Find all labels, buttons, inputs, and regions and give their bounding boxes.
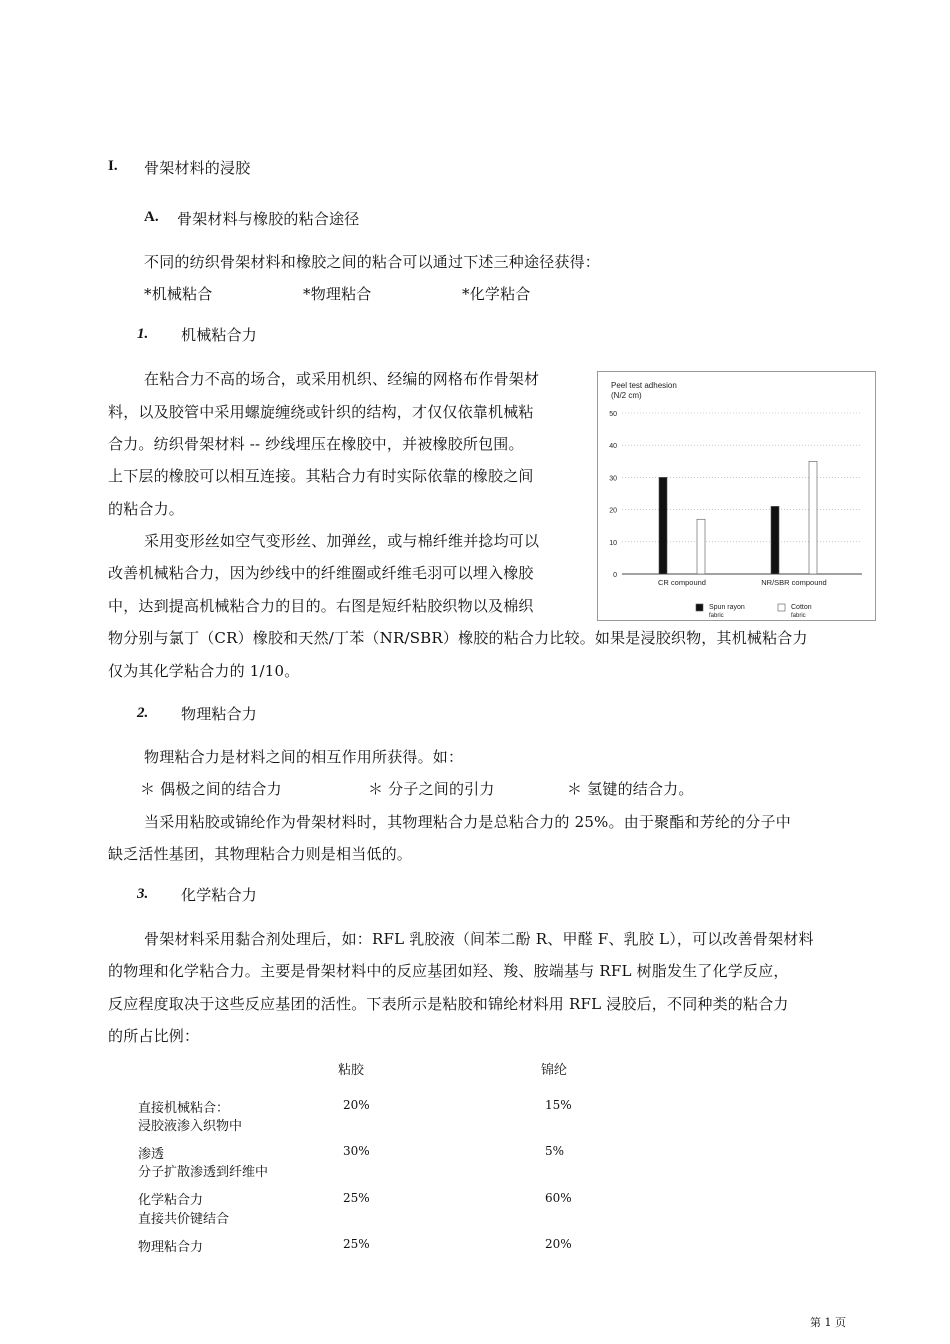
chart-legend-label: fabric: [791, 613, 806, 619]
heading-1-title: 骨架材料的浸胶: [144, 159, 251, 177]
phys-paragraph: 当采用粘胶或锦纶作为骨架材料时，其物理粘合力是总粘合力的 25%。由于聚酯和芳纶的分子中: [144, 813, 791, 831]
table-cell-nylon: 5%: [545, 1144, 565, 1158]
mech-line: 在粘合力不高的场合，或采用机织、经编的网格布作骨架材: [144, 370, 540, 388]
chart-bar: [809, 461, 817, 574]
mech-line: 采用变形丝如空气变形丝、加弹丝，或与棉纤维并捻均可以: [144, 532, 540, 550]
table-row-label: 渗透: [138, 1147, 165, 1162]
table-header-viscose: 粘胶: [338, 1063, 365, 1078]
heading-phys-title: 物理粘合力: [181, 705, 258, 723]
chart-legend-swatch: [778, 604, 785, 611]
table-row-sublabel: 分子扩散渗透到纤维中: [138, 1165, 269, 1180]
heading-1-number: I.: [108, 158, 118, 174]
chem-line: 反应程度取决于这些反应基团的活性。下表所示是粘胶和锦纶材料用 RFL 浸胶后，不同种类的粘合力: [108, 995, 789, 1013]
table-cell-viscose: 20%: [343, 1098, 370, 1112]
chart-y-tick-label: 10: [609, 539, 617, 547]
table-cell-viscose: 25%: [343, 1237, 370, 1251]
chart-categories: [658, 578, 827, 587]
chart-y-tick-label: 50: [609, 411, 617, 418]
chart-bar: [697, 519, 705, 574]
chart-y-tick-label: 20: [609, 507, 617, 515]
way-mechanical: *机械粘合: [144, 285, 213, 303]
chem-line: 的所占比例：: [108, 1027, 200, 1045]
table-row-label: 化学粘合力: [138, 1193, 204, 1208]
chart-category-label: NR/SBR compound: [761, 578, 827, 587]
mech-line: 仅为其化学粘合力的 1/10。: [108, 662, 300, 680]
chart-grid: [622, 413, 862, 574]
chart-y-ticks: [609, 411, 617, 579]
mech-line: 物分别与氯丁（CR）橡胶和天然/丁苯（NR/SBR）橡胶的粘合力比较。如果是浸胶织物，其机械粘合力: [108, 629, 808, 647]
heading-phys-number: 2.: [137, 705, 149, 721]
chart-legend-label: Cotton: [791, 604, 812, 611]
table-cell-nylon: 60%: [545, 1191, 572, 1205]
chart-legend-label: fabric: [709, 613, 724, 619]
phys-item-hydrogen: ＊ 氢键的结合力。: [567, 780, 694, 798]
mech-line: 上下层的橡胶可以相互连接。其粘合力有时实际依靠的橡胶之间: [108, 467, 534, 485]
chart-y-tick-label: 0: [613, 572, 617, 579]
mech-line: 的粘合力。: [108, 500, 185, 518]
mech-line: 料，以及胶管中采用螺旋缠绕或针织的结构，才仅仅依靠机械粘: [108, 403, 534, 421]
heading-a-title: 骨架材料与橡胶的粘合途径: [177, 210, 360, 228]
chart-y-tick-label: 30: [609, 475, 617, 483]
table-row-sublabel: 直接共价键结合: [138, 1212, 230, 1227]
phys-paragraph: 缺乏活性基团，其物理粘合力则是相当低的。: [108, 845, 413, 863]
mech-line: 合力。纺织骨架材料 -- 纱线埋压在橡胶中，并被橡胶所包围。: [108, 435, 524, 453]
heading-chem-title: 化学粘合力: [181, 886, 258, 904]
table-header-nylon: 锦纶: [541, 1063, 568, 1078]
intro-paragraph: 不同的纺织骨架材料和橡胶之间的粘合可以通过下述三种途径获得：: [144, 253, 601, 271]
heading-mech-title: 机械粘合力: [181, 326, 258, 344]
table-row-sublabel: 浸胶液渗入织物中: [138, 1119, 243, 1134]
way-physical: *物理粘合: [303, 285, 372, 303]
heading-a-number: A.: [144, 209, 159, 225]
page-number: 第 1 页: [810, 1316, 846, 1329]
phys-intro: 物理粘合力是材料之间的相互作用所获得。如：: [144, 748, 464, 766]
table-row-label: 直接机械粘合：: [138, 1101, 230, 1116]
chart-legend-label: Spun rayon: [709, 604, 745, 611]
table-cell-viscose: 30%: [343, 1144, 370, 1158]
chem-line: 骨架材料采用黏合剂处理后，如：RFL 乳胶液（间苯二酚 R、甲醛 F、乳胶 L），可以改善骨架材料: [144, 930, 814, 948]
chart-legend: [696, 604, 812, 619]
phys-item-dipole: ＊ 偶极之间的结合力: [140, 780, 282, 798]
chart-title: Peel test adhesion: [611, 381, 677, 390]
chart-legend-swatch: [696, 604, 703, 611]
chart-bar: [659, 477, 667, 574]
way-chemical: *化学粘合: [462, 285, 531, 303]
heading-chem-number: 3.: [137, 886, 149, 902]
chem-line: 的物理和化学粘合力。主要是骨架材料中的反应基团如羟、羧、胺端基与 RFL 树脂发生了化学反应，: [108, 962, 789, 980]
peel-adhesion-chart: [597, 371, 876, 621]
heading-mech-number: 1.: [137, 326, 149, 342]
chart-bar: [771, 506, 779, 574]
chart-y-label: (N/2 cm): [611, 391, 642, 400]
table-cell-viscose: 25%: [343, 1191, 370, 1205]
chart-bars: [659, 461, 817, 574]
table-cell-nylon: 20%: [545, 1237, 572, 1251]
chart-svg: [598, 372, 875, 620]
chart-category-label: CR compound: [658, 578, 706, 587]
table-row-label: 物理粘合力: [138, 1240, 204, 1255]
mech-line: 改善机械粘合力，因为纱线中的纤维圈或纤维毛羽可以埋入橡胶: [108, 564, 534, 582]
chart-y-tick-label: 40: [609, 443, 617, 451]
table-cell-nylon: 15%: [545, 1098, 572, 1112]
mech-line: 中，达到提高机械粘合力的目的。右图是短纤粘胶织物以及棉织: [108, 597, 534, 615]
phys-item-molecular: ＊ 分子之间的引力: [368, 780, 495, 798]
